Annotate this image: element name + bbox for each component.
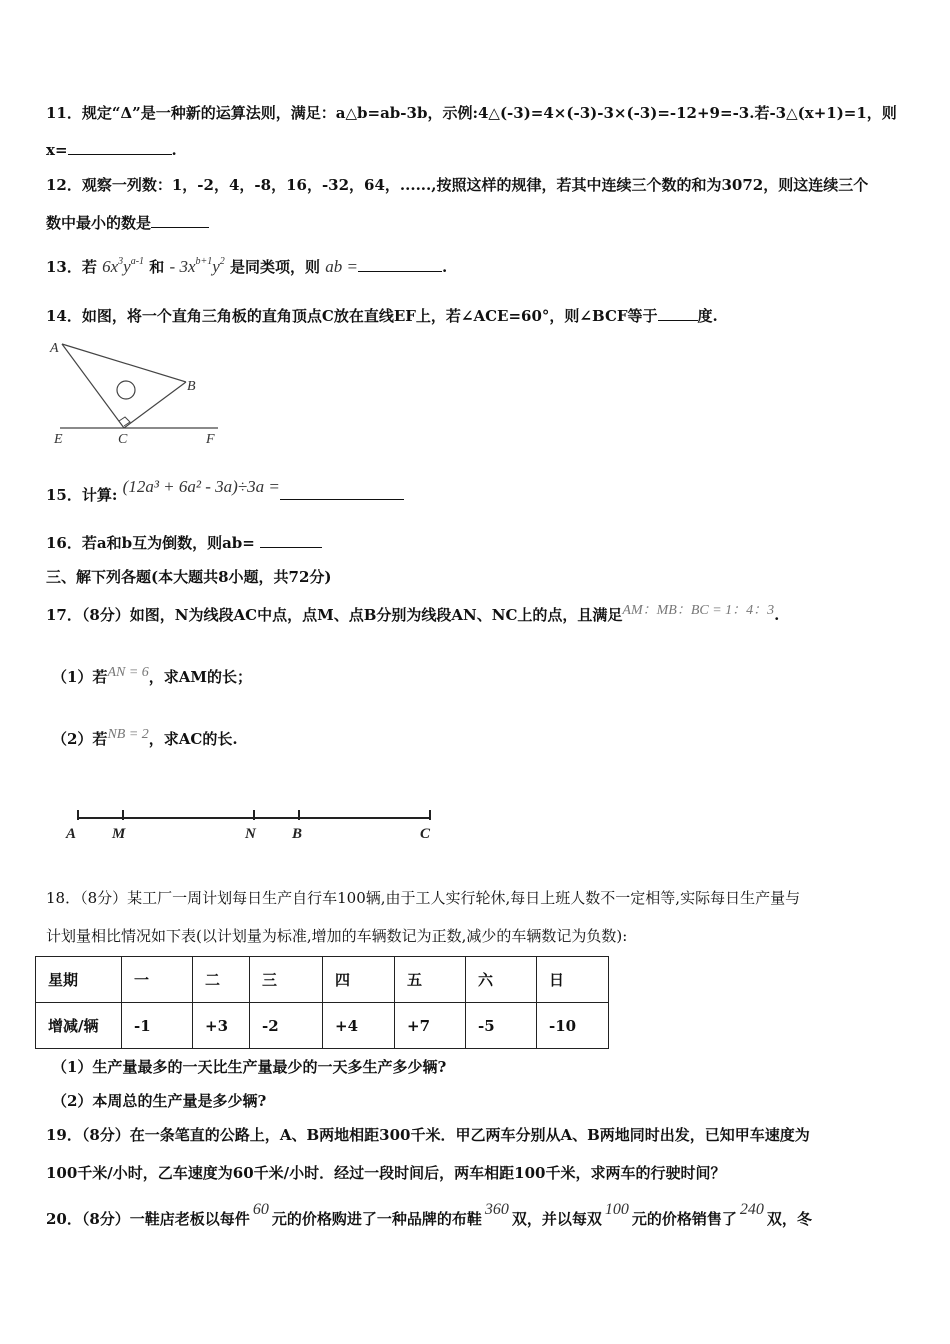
q13-term1: $6x^3y^{a-1}$ — [102, 256, 145, 276]
day-cell: 一 — [122, 957, 193, 1003]
day-cell: 日 — [537, 957, 609, 1003]
q13-term2: - $3x^{b+1}y^2$ — [169, 256, 225, 276]
q12-answer-blank[interactable] — [151, 213, 209, 228]
label-b: B — [187, 379, 196, 394]
q17-sub1: （1）若AN = 6，求AM的长； — [52, 665, 253, 686]
q11-line1: 11．规定“Δ”是一种新的运算法则，满足：a△b=ab-3b，示例:4△(-3)=4×(-3)-3×(-3)=-12+9=-3.若-3△(x+1)=1，则 — [46, 104, 897, 122]
q11-answer-blank[interactable] — [68, 140, 172, 155]
label-b: B — [292, 826, 303, 842]
q15-prefix: 15．计算: — [46, 486, 118, 504]
q14-line — [46, 305, 718, 326]
label-c: C — [420, 826, 431, 842]
q12-line2 — [46, 212, 209, 233]
q17-sub2: （2）若NB = 2，求AC的长. — [52, 727, 238, 748]
q13-answer-blank[interactable] — [358, 257, 442, 272]
value-cell: -2 — [250, 1003, 323, 1049]
q20-quantity: 360 — [484, 1201, 509, 1218]
day-cell: 二 — [193, 957, 250, 1003]
value-cell: +4 — [323, 1003, 395, 1049]
q17-tail: . — [774, 606, 780, 624]
q20-price: 60 — [252, 1201, 269, 1218]
q13-prefix: 13．若 — [46, 258, 97, 276]
q12-line1: 12．观察一列数：1，-2，4，-8，16，-32，64，......,按照这样的规律，若其中连续三个数的和为3072，则这连续三个 — [46, 176, 869, 194]
q20-sold-quantity: 240 — [739, 1201, 764, 1218]
q18-line2: 计划量相比情况如下表(以计划量为标准,增加的车辆数记为正数,减少的车辆数记为负数): — [46, 927, 628, 945]
q11-line2 — [46, 140, 177, 159]
label-c: C — [118, 432, 128, 447]
q13-and: 和 — [149, 258, 165, 276]
q11-period: . — [171, 141, 177, 159]
day-cell: 五 — [395, 957, 466, 1003]
q19-line2: 100千米/小时，乙车速度为60千米/小时．经过一段时间后，两车相距100千米，求两车的行驶时间？ — [46, 1164, 726, 1182]
label-n: N — [245, 826, 256, 842]
value-cell: -5 — [466, 1003, 537, 1049]
q14-triangle-figure — [46, 336, 226, 448]
label-a: A — [50, 341, 59, 356]
q13-period: . — [442, 258, 448, 276]
q18-table — [35, 956, 609, 1049]
value-cell: +3 — [193, 1003, 250, 1049]
q16-answer-blank[interactable] — [260, 533, 322, 548]
table-row — [36, 1003, 609, 1049]
value-cell: +7 — [395, 1003, 466, 1049]
q17-segment-figure — [64, 804, 444, 844]
q15-line — [46, 477, 404, 505]
q14-answer-blank[interactable] — [658, 306, 698, 321]
label-e: E — [54, 432, 63, 447]
q14-text: 14．如图，将一个直角三角板的直角顶点C放在直线EF上，若∠ACE=60°，则∠BCF等于 — [46, 307, 658, 325]
q12-text: 数中最小的数是 — [46, 214, 152, 232]
section3-title: 三、解下列各题(本大题共8小题，共72分) — [46, 568, 332, 586]
table-row — [36, 957, 609, 1003]
q17-ratio: AM：MB：BC = 1：4：3 — [622, 603, 775, 618]
value-cell: -10 — [537, 1003, 609, 1049]
day-cell: 六 — [466, 957, 537, 1003]
value-cell: -1 — [122, 1003, 193, 1049]
label-m: M — [112, 826, 126, 842]
side-ac — [62, 344, 124, 428]
q13-after: 是同类项，则 — [230, 258, 321, 276]
q16-line — [46, 532, 322, 553]
day-cell: 四 — [323, 957, 395, 1003]
q14-suffix: 度. — [697, 307, 718, 325]
q13-line — [46, 256, 447, 277]
day-cell: 三 — [250, 957, 323, 1003]
q17-head: 17．（8分）如图，N为线段AC中点，点M、点B分别为线段AN、NC上的点，且满足 — [46, 606, 623, 624]
q16-text: 16．若a和b互为倒数，则ab= — [46, 534, 255, 552]
q15-expr: (12a³ + 6a² - 3a)÷3a = — [122, 477, 280, 496]
q18-sub1: （1）生产量最多的一天比生产量最少的一天多生产多少辆? — [52, 1058, 447, 1076]
side-bc — [124, 382, 186, 428]
header-label: 星期 — [36, 957, 122, 1003]
label-a: A — [66, 826, 77, 842]
q17-line — [46, 604, 779, 625]
q11-x-label: x= — [46, 141, 68, 159]
q17-sub2-cond: NB = 2 — [107, 727, 149, 742]
side-ab — [62, 344, 186, 382]
q17-sub1-cond: AN = 6 — [107, 665, 149, 680]
triangle-hole — [117, 381, 135, 399]
label-f: F — [206, 432, 215, 447]
q13-expr: ab = — [325, 257, 359, 276]
q18-sub2: （2）本周总的生产量是多少辆? — [52, 1092, 267, 1110]
q20-line: 20．（8分）一鞋店老板以每件60元的价格购进了一种品牌的布鞋360双，并以每双100元的价格销售了240双，冬 — [46, 1201, 812, 1228]
q20-sale-price: 100 — [604, 1201, 629, 1218]
row-label: 增减/辆 — [36, 1003, 122, 1049]
q15-answer-blank[interactable] — [280, 485, 404, 500]
q18-line1: 18．（8分）某工厂一周计划每日生产自行车100辆,由于工人实行轮休,每日上班人数不一定相等,实际每日生产量与 — [46, 889, 801, 907]
q19-line1: 19．（8分）在一条笔直的公路上，A、B两地相距300千米．甲乙两车分别从A、B两地同时出发，已知甲车速度为 — [46, 1126, 810, 1144]
